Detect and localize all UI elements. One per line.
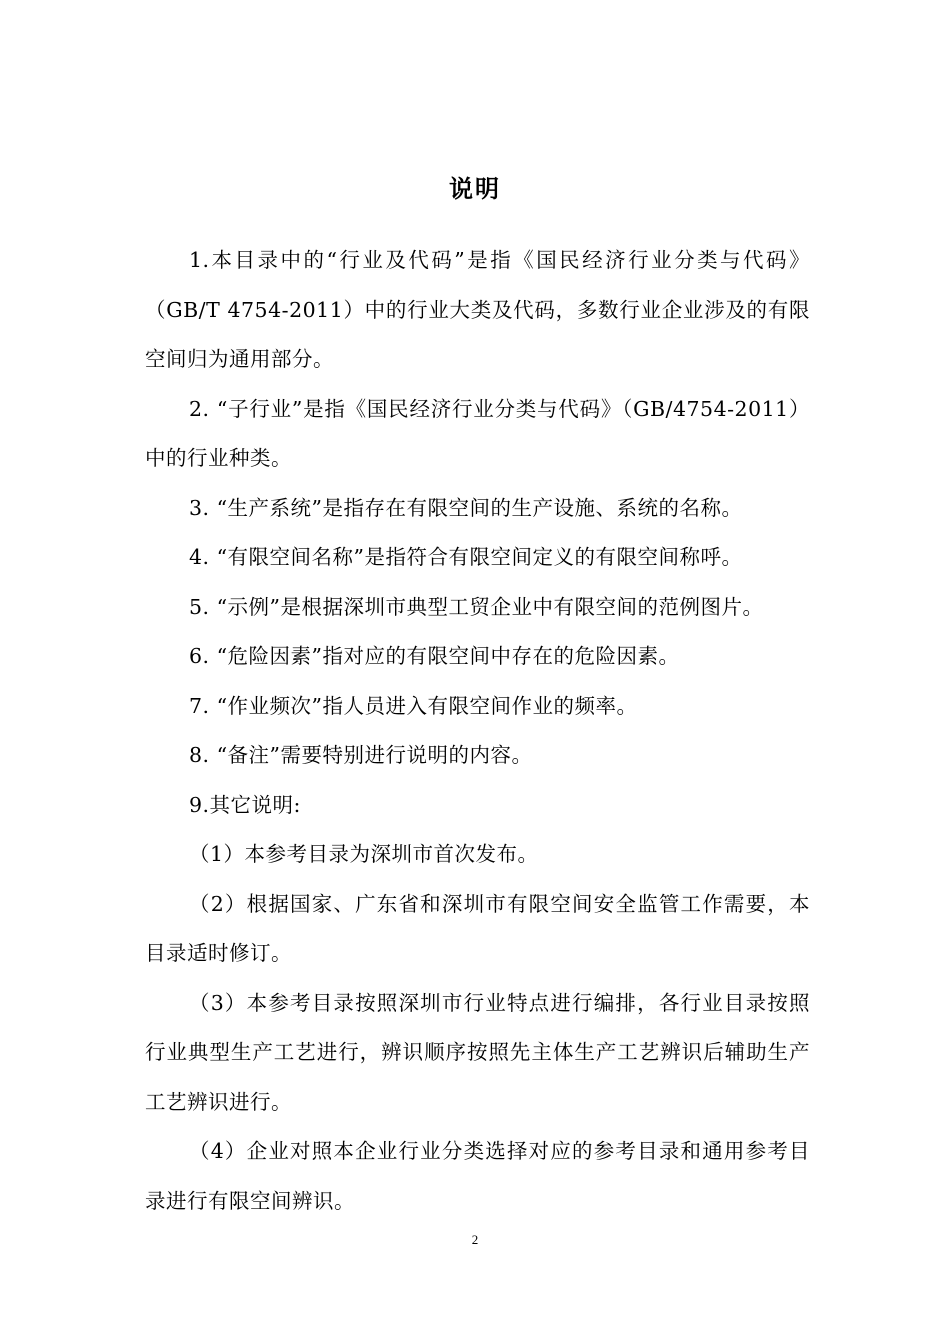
- paragraph-hazard-factors: 6. “危险因素”指对应的有限空间中存在的危险因素。: [189, 644, 680, 668]
- page-title: 说明: [449, 174, 501, 204]
- paragraph-production-system: 3. “生产系统”是指存在有限空间的生产设施、系统的名称。: [189, 495, 743, 520]
- paragraph-confined-space-name: 4. “有限空间名称”是指符合有限空间定义的有限空间称呼。: [189, 545, 743, 569]
- paragraph-sub-industry: 2. “子行业”是指《国民经济行业分类与代码》（GB/4754-2011）中的行业种类。: [145, 396, 810, 470]
- page-number: 2: [471, 1232, 479, 1247]
- paragraph-note-3: （3）本参考目录按照深圳市行业特点进行编排，各行业目录按照行业典型生产工艺进行，辨识顺序按照先主体生产工艺辨识后辅助生产工艺辨识进行。: [145, 990, 810, 1114]
- paragraph-work-frequency: 7. “作业频次”指人员进入有限空间作业的频率。: [189, 693, 638, 718]
- paragraph-industry-code: 1.本目录中的“行业及代码”是指《国民经济行业分类与代码》（GB/T 4754-2011）中的行业大类及代码，多数行业企业涉及的有限空间归为通用部分。: [145, 248, 810, 371]
- paragraph-example: 5. “示例”是根据深圳市典型工贸企业中有限空间的范例图片。: [189, 594, 764, 619]
- paragraph-note-1: （1）本参考目录为深圳市首次发布。: [189, 842, 539, 866]
- paragraph-remarks: 8. “备注”需要特别进行说明的内容。: [189, 743, 533, 767]
- document-body: [145, 236, 810, 1226]
- paragraph-other-notes-heading: 9.其它说明:: [189, 792, 301, 817]
- paragraph-note-4: （4）企业对照本企业行业分类选择对应的参考目录和通用参考目录进行有限空间辨识。: [145, 1139, 810, 1213]
- paragraph-note-2: （2）根据国家、广东省和深圳市有限空间安全监管工作需要，本目录适时修订。: [145, 891, 810, 965]
